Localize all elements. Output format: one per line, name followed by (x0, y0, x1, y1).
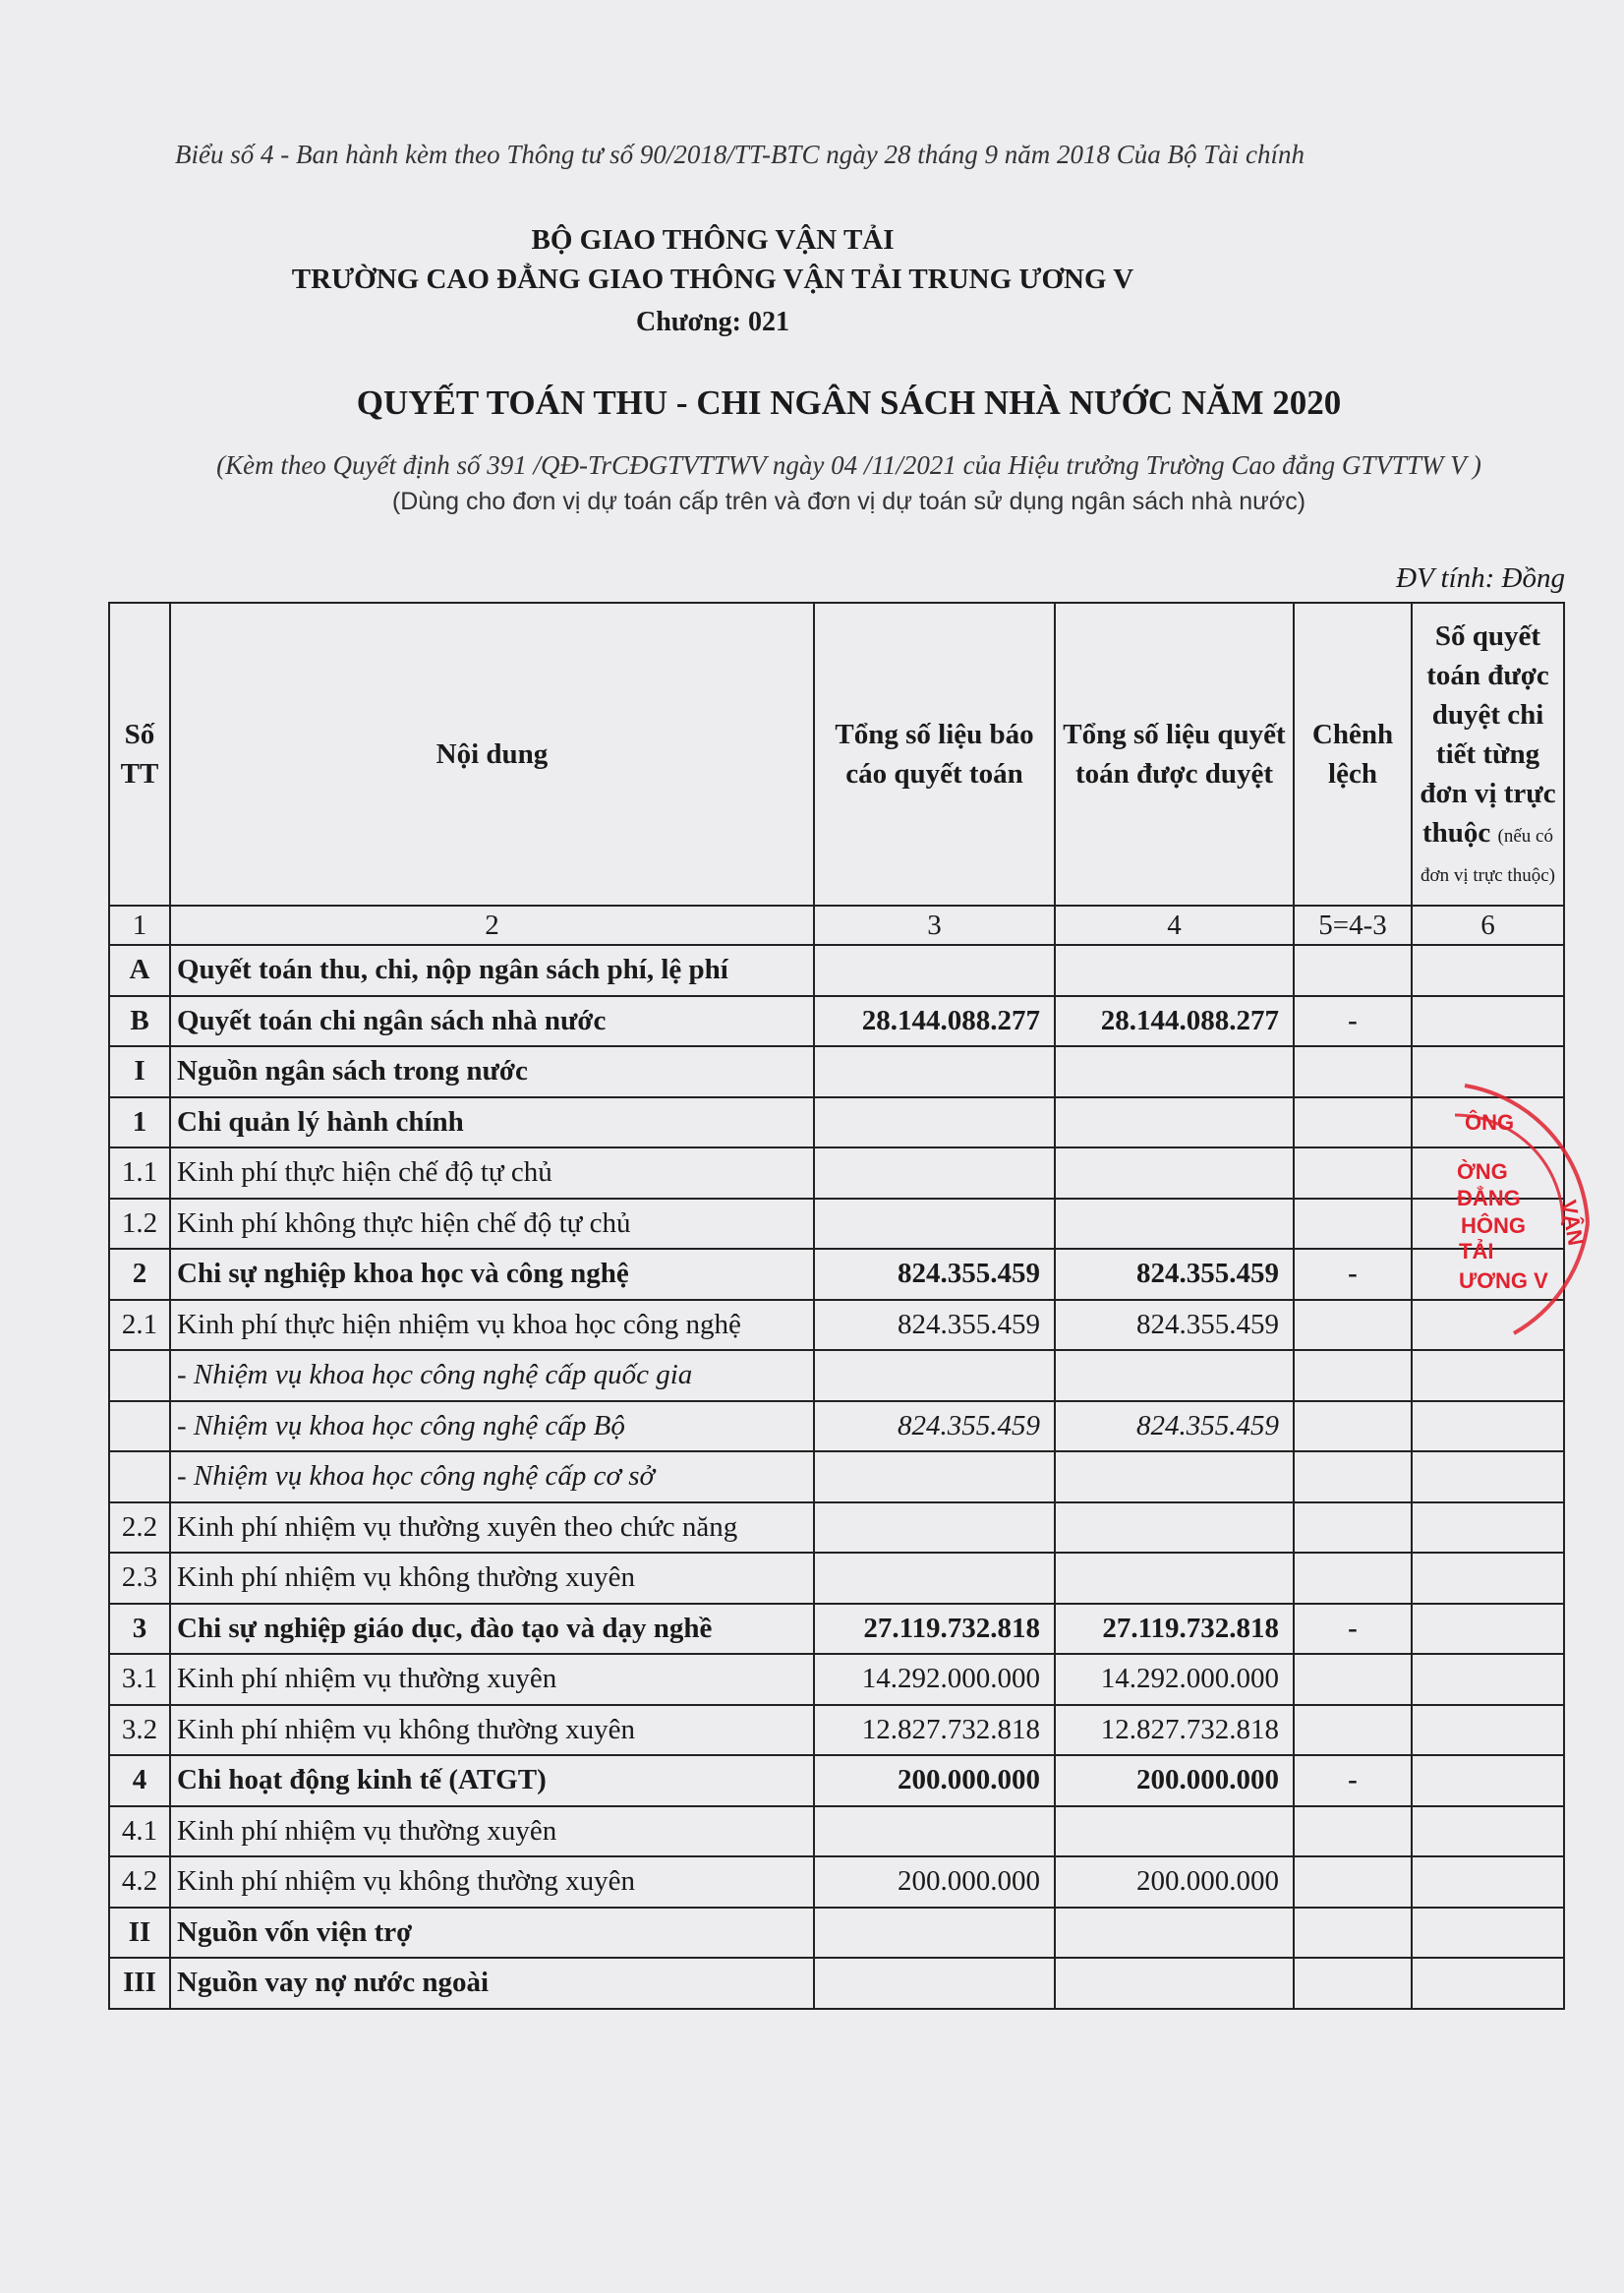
row-detail (1412, 1199, 1564, 1250)
row-stt: 3 (109, 1604, 170, 1655)
table-row (109, 1199, 1564, 1250)
reference-line: Biểu số 4 - Ban hành kèm theo Thông tư số 90/2018/TT-BTC ngày 28 tháng 9 năm 2018 Của Bộ Tài chính (175, 140, 1305, 169)
row-detail (1412, 1046, 1564, 1097)
row-description: - Nhiệm vụ khoa học công nghệ cấp Bộ (170, 1401, 814, 1452)
table-row (109, 1147, 1564, 1199)
table-row (109, 1755, 1564, 1806)
row-approved-amount (1055, 1502, 1294, 1554)
table-row (109, 1856, 1564, 1908)
table-row (109, 1401, 1564, 1452)
row-description: Kinh phí nhiệm vụ thường xuyên theo chức năng (170, 1502, 814, 1554)
row-approved-amount: 200.000.000 (1055, 1755, 1294, 1806)
row-detail (1412, 1908, 1564, 1959)
row-stt (109, 1350, 170, 1401)
row-stt: 1 (109, 1097, 170, 1148)
row-reported-amount: 824.355.459 (814, 1300, 1055, 1351)
row-difference (1294, 1147, 1412, 1199)
row-description: - Nhiệm vụ khoa học công nghệ cấp cơ sở (170, 1451, 814, 1502)
table-row (109, 996, 1564, 1047)
table-row (109, 1097, 1564, 1148)
row-approved-amount (1055, 1199, 1294, 1250)
table-row (109, 1806, 1564, 1857)
table-row (109, 1604, 1564, 1655)
row-detail (1412, 1705, 1564, 1756)
row-description: Kinh phí nhiệm vụ không thường xuyên (170, 1705, 814, 1756)
row-detail (1412, 1502, 1564, 1554)
stamp-text: VẬN (1556, 1198, 1589, 1248)
row-stt: 2.2 (109, 1502, 170, 1554)
row-difference (1294, 1705, 1412, 1756)
header-reported: Tổng số liệu báo cáo quyết toán (814, 603, 1055, 906)
row-stt: 4 (109, 1755, 170, 1806)
row-approved-amount (1055, 1958, 1294, 2009)
row-reported-amount (814, 1350, 1055, 1401)
row-detail (1412, 1856, 1564, 1908)
row-difference (1294, 1502, 1412, 1554)
row-stt: 3.2 (109, 1705, 170, 1756)
chapter-code: Chương: 021 (636, 307, 789, 337)
row-detail (1412, 1806, 1564, 1857)
header-approved: Tổng số liệu quyết toán được duyệt (1055, 603, 1294, 906)
row-difference (1294, 1806, 1412, 1857)
row-description: Quyết toán chi ngân sách nhà nước (170, 996, 814, 1047)
row-detail (1412, 1958, 1564, 2009)
row-detail (1412, 1350, 1564, 1401)
ministry-name: BỘ GIAO THÔNG VẬN TẢI (531, 224, 895, 256)
table-row (109, 1046, 1564, 1097)
row-approved-amount (1055, 1451, 1294, 1502)
stamp-text: ÔNG (1465, 1110, 1515, 1135)
row-stt: II (109, 1908, 170, 1959)
table-row (109, 1502, 1564, 1554)
row-approved-amount: 824.355.459 (1055, 1249, 1294, 1300)
row-stt (109, 1401, 170, 1452)
usage-note: (Dùng cho đơn vị dự toán cấp trên và đơn vị dự toán sử dụng ngân sách nhà nước) (391, 488, 1306, 515)
row-reported-amount (814, 1451, 1055, 1502)
row-difference: - (1294, 1755, 1412, 1806)
table-row (109, 1300, 1564, 1351)
table-header-row (109, 603, 1564, 906)
row-description: Nguồn vay nợ nước ngoài (170, 1958, 814, 2009)
stamp-text: ỜNG (1457, 1159, 1508, 1184)
row-stt: 3.1 (109, 1654, 170, 1705)
row-stt: B (109, 996, 170, 1047)
header-detail (1412, 603, 1564, 906)
header-difference: Chênh lệch (1294, 603, 1412, 906)
row-reported-amount (814, 945, 1055, 996)
row-description: Kinh phí nhiệm vụ thường xuyên (170, 1806, 814, 1857)
row-stt: 2.1 (109, 1300, 170, 1351)
row-stt: 1.2 (109, 1199, 170, 1250)
row-detail (1412, 1249, 1564, 1300)
row-difference (1294, 1046, 1412, 1097)
row-stt: III (109, 1958, 170, 2009)
row-reported-amount: 824.355.459 (814, 1249, 1055, 1300)
budget-table (108, 602, 1565, 2010)
row-difference (1294, 1401, 1412, 1452)
row-approved-amount: 27.119.732.818 (1055, 1604, 1294, 1655)
row-stt: 2.3 (109, 1553, 170, 1604)
row-approved-amount (1055, 1147, 1294, 1199)
row-approved-amount (1055, 1097, 1294, 1148)
table-body (109, 945, 1564, 2009)
row-stt: 2 (109, 1249, 170, 1300)
table-row (109, 1249, 1564, 1300)
row-reported-amount (814, 1806, 1055, 1857)
row-description: Nguồn ngân sách trong nước (170, 1046, 814, 1097)
column-number: 2 (170, 906, 814, 945)
row-reported-amount (814, 1502, 1055, 1554)
row-difference (1294, 1958, 1412, 2009)
row-stt: 4.2 (109, 1856, 170, 1908)
row-description: Kinh phí thực hiện chế độ tự chủ (170, 1147, 814, 1199)
row-difference (1294, 1908, 1412, 1959)
stamp-text: TẢI (1459, 1239, 1494, 1264)
row-description: Kinh phí nhiệm vụ không thường xuyên (170, 1856, 814, 1908)
row-difference (1294, 1097, 1412, 1148)
row-difference: - (1294, 1604, 1412, 1655)
row-detail (1412, 945, 1564, 996)
row-difference (1294, 1553, 1412, 1604)
row-difference (1294, 1350, 1412, 1401)
row-approved-amount (1055, 1350, 1294, 1401)
row-reported-amount (814, 1097, 1055, 1148)
row-difference (1294, 945, 1412, 996)
row-detail (1412, 1147, 1564, 1199)
table-row (109, 1958, 1564, 2009)
row-reported-amount: 824.355.459 (814, 1401, 1055, 1452)
row-reported-amount: 28.144.088.277 (814, 996, 1055, 1047)
row-description: Kinh phí nhiệm vụ không thường xuyên (170, 1553, 814, 1604)
column-number: 6 (1412, 906, 1564, 945)
header-content: Nội dung (170, 603, 814, 906)
row-detail (1412, 1097, 1564, 1148)
row-description: Nguồn vốn viện trợ (170, 1908, 814, 1959)
table-row (109, 1350, 1564, 1401)
table-row (109, 945, 1564, 996)
row-detail (1412, 1401, 1564, 1452)
row-description: Quyết toán thu, chi, nộp ngân sách phí, lệ phí (170, 945, 814, 996)
row-reported-amount: 200.000.000 (814, 1856, 1055, 1908)
row-description: Chi hoạt động kinh tế (ATGT) (170, 1755, 814, 1806)
header-stt: Số TT (109, 603, 170, 906)
table-row (109, 1908, 1564, 1959)
row-stt: A (109, 945, 170, 996)
row-difference: - (1294, 1249, 1412, 1300)
row-reported-amount: 200.000.000 (814, 1755, 1055, 1806)
row-reported-amount: 14.292.000.000 (814, 1654, 1055, 1705)
row-difference (1294, 1654, 1412, 1705)
row-reported-amount (814, 1199, 1055, 1250)
row-description: Chi quản lý hành chính (170, 1097, 814, 1148)
row-approved-amount: 824.355.459 (1055, 1401, 1294, 1452)
row-difference: - (1294, 996, 1412, 1047)
row-description: Kinh phí không thực hiện chế độ tự chủ (170, 1199, 814, 1250)
row-approved-amount (1055, 1553, 1294, 1604)
row-reported-amount: 12.827.732.818 (814, 1705, 1055, 1756)
row-detail (1412, 1553, 1564, 1604)
row-approved-amount (1055, 945, 1294, 996)
row-stt (109, 1451, 170, 1502)
row-description: Chi sự nghiệp khoa học và công nghệ (170, 1249, 814, 1300)
row-detail (1412, 1654, 1564, 1705)
row-stt: I (109, 1046, 170, 1097)
row-reported-amount (814, 1553, 1055, 1604)
row-reported-amount (814, 1908, 1055, 1959)
row-reported-amount: 27.119.732.818 (814, 1604, 1055, 1655)
stamp-text: ĐẲNG (1457, 1186, 1521, 1210)
row-detail (1412, 1300, 1564, 1351)
row-difference (1294, 1300, 1412, 1351)
document-title: QUYẾT TOÁN THU - CHI NGÂN SÁCH NHÀ NƯỚC NĂM 2020 (356, 383, 1342, 422)
decision-subtitle: (Kèm theo Quyết định số 391 /QĐ-TrCĐGTVTTWV ngày 04 /11/2021 của Hiệu trưởng Trường Cao đẳng GTVTTW V ) (216, 450, 1481, 480)
row-description: Kinh phí thực hiện nhiệm vụ khoa học công nghệ (170, 1300, 814, 1351)
currency-unit: ĐV tính: Đồng (1396, 562, 1565, 594)
stamp-text: HÔNG (1461, 1213, 1526, 1238)
row-reported-amount (814, 1046, 1055, 1097)
row-approved-amount: 200.000.000 (1055, 1856, 1294, 1908)
table-row (109, 1553, 1564, 1604)
column-number: 5=4-3 (1294, 906, 1412, 945)
column-number: 3 (814, 906, 1055, 945)
row-difference (1294, 1856, 1412, 1908)
row-detail (1412, 996, 1564, 1047)
column-number: 4 (1055, 906, 1294, 945)
row-reported-amount (814, 1958, 1055, 2009)
row-description: Chi sự nghiệp giáo dục, đào tạo và dạy nghề (170, 1604, 814, 1655)
row-approved-amount (1055, 1806, 1294, 1857)
table-row (109, 1451, 1564, 1502)
row-approved-amount: 28.144.088.277 (1055, 996, 1294, 1047)
table-row (109, 1705, 1564, 1756)
row-approved-amount: 824.355.459 (1055, 1300, 1294, 1351)
header-detail-main: Số quyết toán được duyệt chi tiết từng đơn vị trực thuộc (1420, 620, 1556, 849)
row-difference (1294, 1451, 1412, 1502)
table-row (109, 1654, 1564, 1705)
column-number: 1 (109, 906, 170, 945)
row-approved-amount (1055, 1908, 1294, 1959)
row-reported-amount (814, 1147, 1055, 1199)
row-detail (1412, 1451, 1564, 1502)
row-difference (1294, 1199, 1412, 1250)
header-detail-note: (nếu có đơn vị trực thuộc) (1421, 826, 1555, 886)
row-approved-amount (1055, 1046, 1294, 1097)
row-approved-amount: 14.292.000.000 (1055, 1654, 1294, 1705)
school-name: TRƯỜNG CAO ĐẲNG GIAO THÔNG VẬN TẢI TRUNG ƯƠNG V (291, 264, 1134, 295)
row-detail (1412, 1604, 1564, 1655)
row-detail (1412, 1755, 1564, 1806)
column-number-row (109, 906, 1564, 945)
row-description: Kinh phí nhiệm vụ thường xuyên (170, 1654, 814, 1705)
row-stt: 1.1 (109, 1147, 170, 1199)
row-stt: 4.1 (109, 1806, 170, 1857)
row-description: - Nhiệm vụ khoa học công nghệ cấp quốc gia (170, 1350, 814, 1401)
row-approved-amount: 12.827.732.818 (1055, 1705, 1294, 1756)
stamp-text: ƯƠNG V (1459, 1268, 1548, 1293)
